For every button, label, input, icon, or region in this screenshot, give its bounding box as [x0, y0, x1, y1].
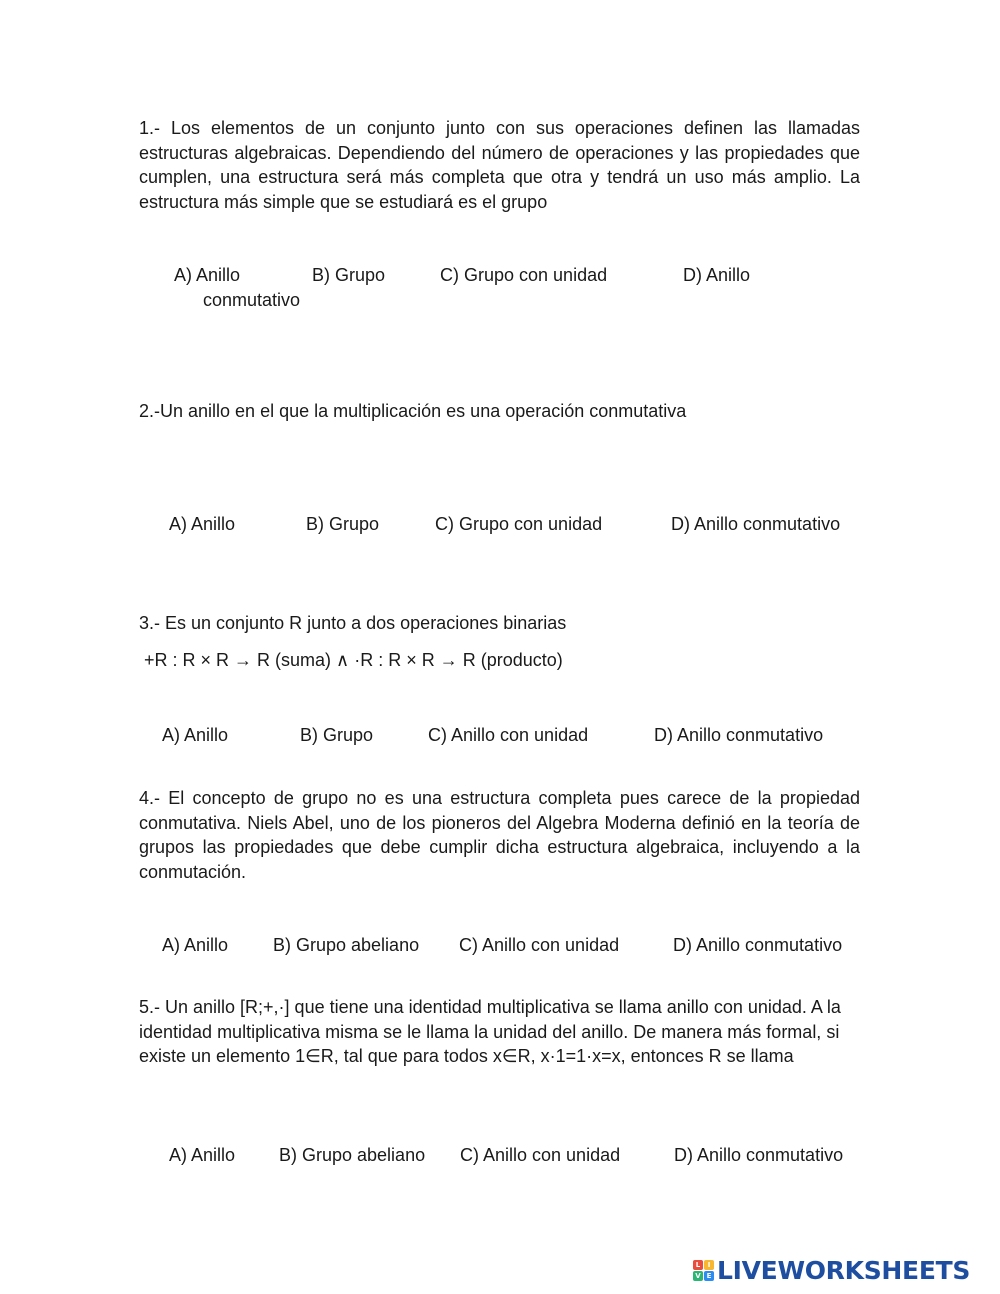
logo-mark-l: L: [693, 1260, 703, 1270]
question-3-option-b[interactable]: B) Grupo: [300, 725, 374, 745]
question-5-prompt: 5.- Un anillo [R;+,·] que tiene una identidad multiplicativa se llama anillo con unidad. A la identidad multiplicativa misma se le llama la unidad del anillo. De manera más formal, si existe un elemento 1∈R, tal que para todos x∈R, x·1=1·x=x, entonces R se llama: [139, 997, 841, 1066]
question-4-option-d[interactable]: D) Anillo conmutativo: [673, 935, 843, 955]
question-1-option-d-start[interactable]: D) Anillo: [683, 265, 751, 285]
question-1-option-d-continuation[interactable]: conmutativo: [203, 290, 301, 310]
question-2-prompt: 2.-Un anillo en el que la multiplicación es una operación conmutativa: [139, 401, 687, 421]
question-2-option-c[interactable]: C) Grupo con unidad: [435, 514, 603, 534]
liveworksheets-logo-icon: [693, 1260, 714, 1281]
question-2-option-a[interactable]: A) Anillo: [169, 514, 236, 534]
question-1-option-b[interactable]: B) Grupo: [312, 265, 386, 285]
question-3-prompt: 3.- Es un conjunto R junto a dos operaciones binarias: [139, 613, 567, 633]
question-3-option-c[interactable]: C) Anillo con unidad: [428, 725, 589, 745]
question-1-prompt: 1.- Los elementos de un conjunto junto con sus operaciones definen las llamadas estructuras algebraicas. Dependiendo del número de operaciones y las propiedades que cumplen, una estructura será más completa que otra y tendrá un uso más amplio. La estructura más simple que se estudiará es el grupo: [139, 118, 860, 212]
question-1-option-c[interactable]: C) Grupo con unidad: [440, 265, 608, 285]
question-4-option-b[interactable]: B) Grupo abeliano: [273, 935, 420, 955]
liveworksheets-logo-text: LIVEWORKSHEETS: [717, 1255, 971, 1285]
question-3-formula: +R : R × R → R (suma) ∧ ·R : R × R → R (producto): [144, 650, 563, 670]
question-4-option-c[interactable]: C) Anillo con unidad: [459, 935, 620, 955]
question-5-option-a[interactable]: A) Anillo: [169, 1145, 236, 1165]
liveworksheets-logo: [693, 1254, 970, 1286]
question-4-prompt: 4.- El concepto de grupo no es una estructura completa pues carece de la propiedad conmutativa. Niels Abel, uno de los pioneros del Algebra Moderna definió en la teoría de grupos las propiedades que debe cumplir dicha estructura algebraica, incluyendo a la conmutación.: [139, 788, 860, 882]
question-5-option-b[interactable]: B) Grupo abeliano: [279, 1145, 426, 1165]
question-5-option-c[interactable]: C) Anillo con unidad: [460, 1145, 621, 1165]
question-2-option-d[interactable]: D) Anillo conmutativo: [671, 514, 841, 534]
question-2-option-b[interactable]: B) Grupo: [306, 514, 380, 534]
question-3-option-a[interactable]: A) Anillo: [162, 725, 229, 745]
logo-mark-i: I: [704, 1260, 714, 1270]
question-5-option-d[interactable]: D) Anillo conmutativo: [674, 1145, 844, 1165]
question-3-option-d[interactable]: D) Anillo conmutativo: [654, 725, 824, 745]
logo-mark-v: V: [693, 1271, 703, 1281]
logo-mark-e: E: [704, 1271, 714, 1281]
question-4-option-a[interactable]: A) Anillo: [162, 935, 229, 955]
question-1-option-a[interactable]: A) Anillo: [174, 265, 241, 285]
